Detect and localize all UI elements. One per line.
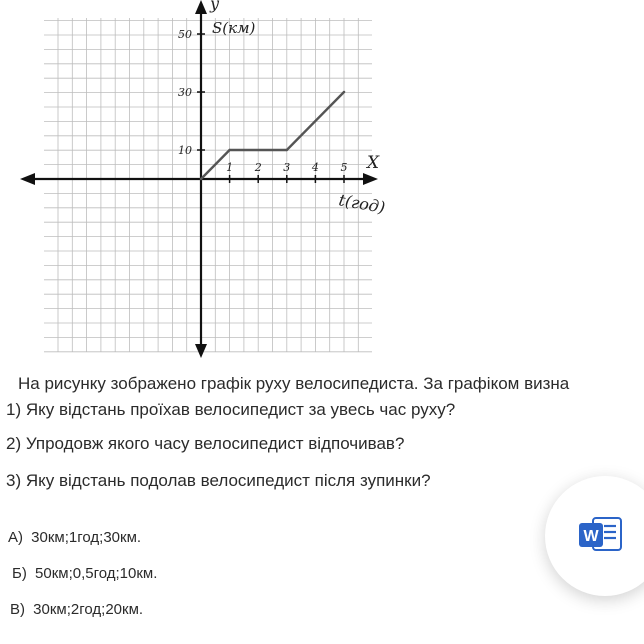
y-unit-label: S(км): [212, 19, 256, 37]
option-b[interactable]: [12, 565, 157, 582]
x-tick-label: 2: [254, 161, 262, 174]
x-tick-label: 4: [311, 161, 319, 174]
x-axis-arrow-right: [363, 173, 378, 185]
problem-intro: На рисунку зображено графік руху велосипедиста. За графіком визна: [18, 374, 570, 393]
question-1: 1) Яку відстань проїхав велосипедист за увесь час руху?: [6, 400, 456, 419]
y-tick-label: 30: [178, 86, 192, 99]
option-b-text: 50км;0,5год;10км.: [35, 565, 158, 582]
option-a-text: 30км;1год;30км.: [31, 529, 142, 546]
grid-lines: [44, 18, 372, 352]
y-tick-label: 10: [178, 144, 192, 157]
y-axis-arrow-up: [195, 0, 207, 14]
svg-text:W: W: [583, 528, 599, 545]
x-tick-label: 5: [340, 161, 348, 174]
question-3: 3) Яку відстань подолав велосипедист після зупинки?: [6, 471, 431, 490]
y-tick-label: 50: [178, 28, 192, 41]
word-document-icon: [579, 514, 623, 554]
x-tick-label: 3: [283, 161, 291, 174]
option-b-label: Б): [12, 565, 27, 582]
x-unit-label: t(год): [337, 190, 387, 218]
x-axis-arrow-left: [20, 173, 35, 185]
question-2: 2) Упродовж якого часу велосипедист відпочивав?: [6, 434, 405, 453]
word-app-button[interactable]: [545, 476, 644, 596]
option-a[interactable]: [8, 529, 141, 546]
option-c-label: В): [10, 601, 25, 618]
series-point: [200, 178, 202, 180]
series-point: [228, 149, 230, 151]
series-point: [286, 149, 288, 151]
option-c-text: 30км;2год;20км.: [33, 601, 144, 618]
x-axis-label: X: [367, 153, 380, 173]
x-tick-label: 1: [226, 161, 234, 174]
series-point: [343, 91, 345, 93]
option-c[interactable]: [10, 601, 143, 618]
y-axis-label: y: [210, 0, 220, 13]
option-a-label: А): [8, 529, 23, 546]
y-axis-arrow-down: [195, 344, 207, 358]
